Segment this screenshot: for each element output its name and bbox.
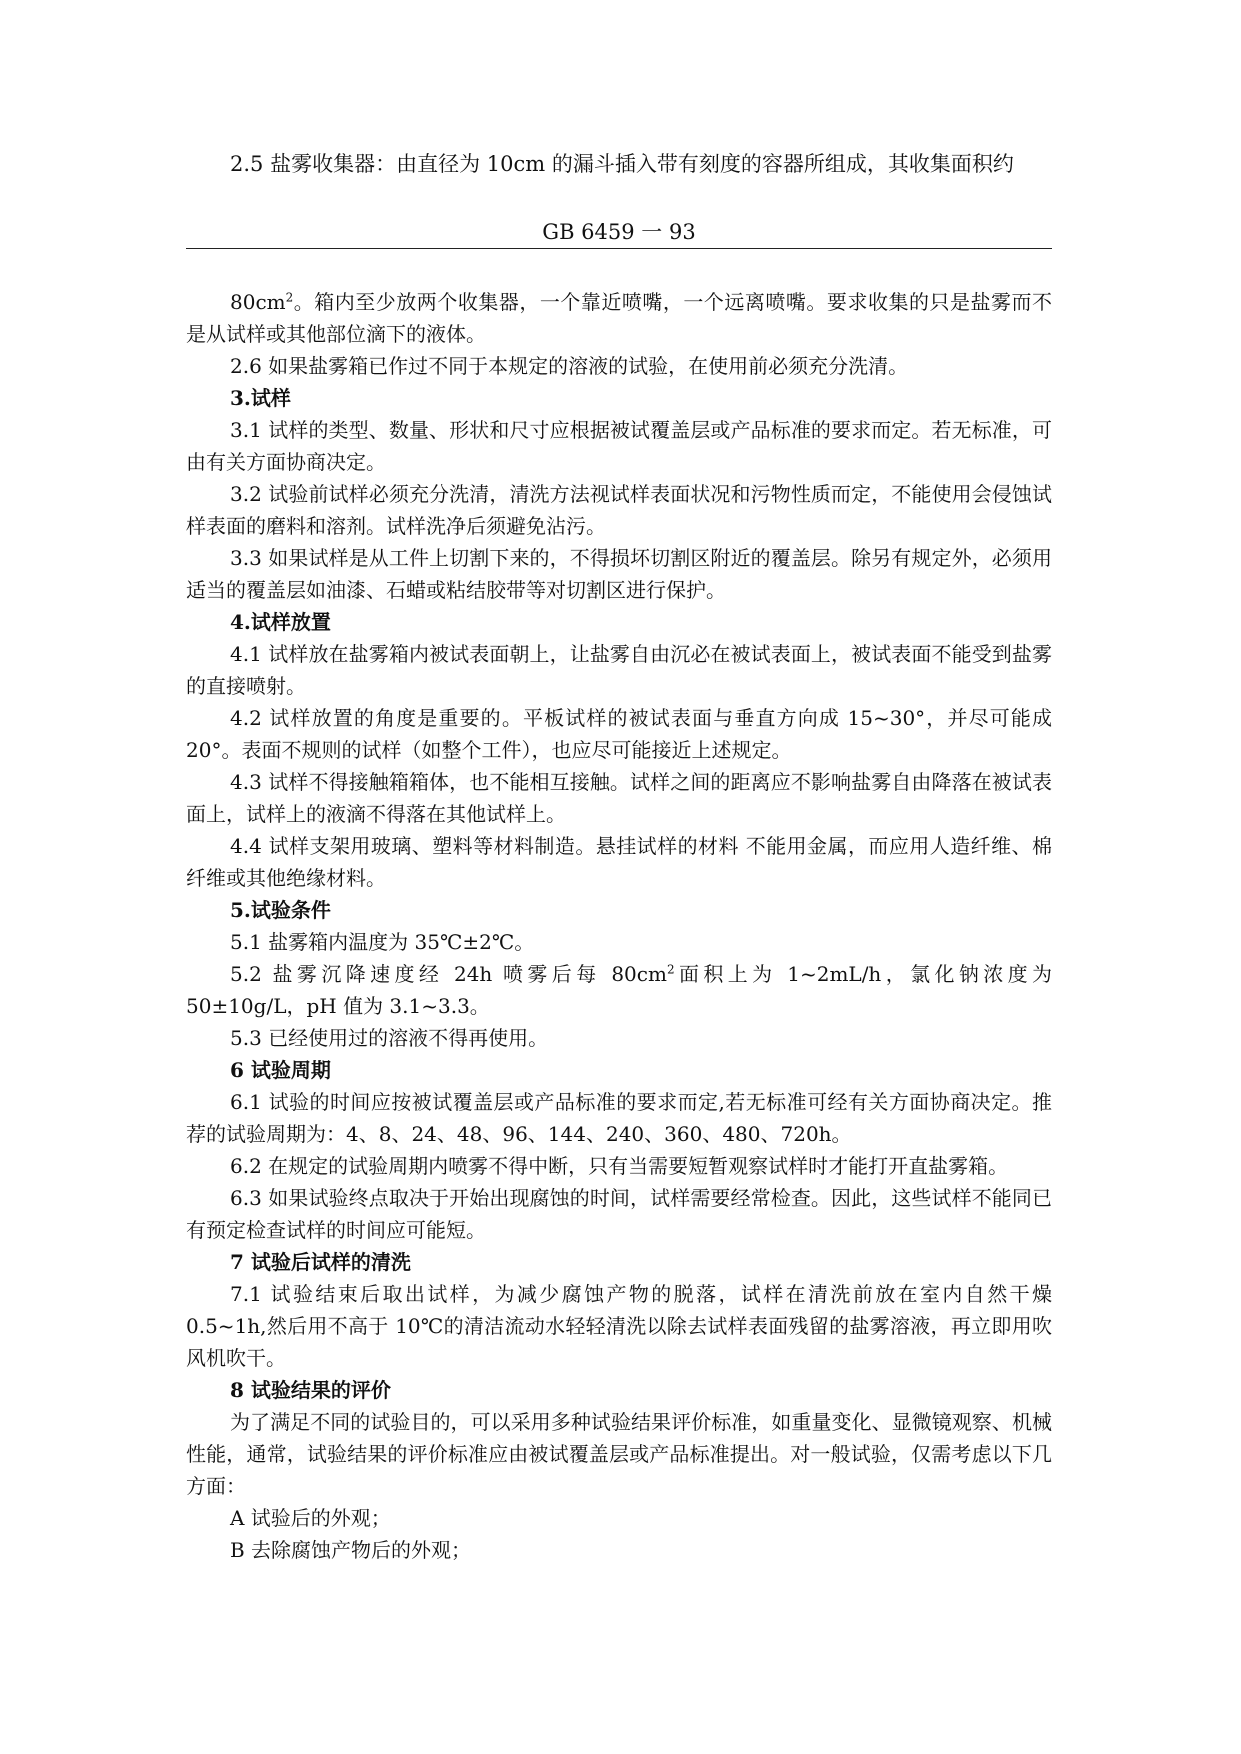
paragraph-6-1: 6.1 试验的时间应按被试覆盖层或产品标准的要求而定,若无标准可经有关方面协商决定。推荐的试验周期为：4、8、24、48、96、144、240、360、480、720h。 [186,1090,1052,1146]
paragraph-7-1: 7.1 试验结束后取出试样，为减少腐蚀产物的脱落，试样在清洗前放在室内自然干燥 0.5~1h,然后用不高于 10℃的清洁流动水轻轻清洗以除去试样表面残留的盐雾溶液，再立即用吹风机吹干。 [186,1282,1052,1370]
text-segment: 。箱内至少放两个收集器，一个靠近喷嘴，一个远离喷嘴。要求收集的只是盐雾而不是从试样或其他部位滴下的液体。 [186,290,1052,346]
text-segment: 面积上为 1~2mL/h，氯化钠浓度为 50±10g/L，pH 值为 3.1~3.3。 [186,962,1052,1018]
paragraph-2-6: 2.6 如果盐雾箱已作过不同于本规定的溶液的试验，在使用前必须充分洗清。 [230,354,909,378]
superscript: 2 [666,962,675,977]
paragraph-4-4: 4.4 试样支架用玻璃、塑料等材料制造。悬挂试样的材料 不能用金属，而应用人造纤维、棉纤维或其他绝缘材料。 [186,834,1052,890]
text-segment: 80cm [230,290,286,314]
paragraph-5-1: 5.1 盐雾箱内温度为 35℃±2℃。 [230,930,535,954]
list-item-b: B 去除腐蚀产物后的外观； [230,1538,472,1562]
paragraph-3-1: 3.1 试样的类型、数量、形状和尺寸应根据被试覆盖层或产品标准的要求而定。若无标准，可由有关方面协商决定。 [186,418,1052,474]
paragraph-3-3: 3.3 如果试样是从工件上切割下来的，不得损坏切割区附近的覆盖层。除另有规定外，必须用适当的覆盖层如油漆、石蜡或粘结胶带等对切割区进行保护。 [186,546,1052,602]
text-segment: 5.2 盐雾沉降速度经 24h 喷雾后每 80cm [230,962,667,986]
list-item-a: A 试验后的外观； [230,1506,391,1530]
paragraph-8-intro: 为了满足不同的试验目的，可以采用多种试验结果评价标准，如重量变化、显微镜观察、机械性能，通常，试验结果的评价标准应由被试覆盖层或产品标准提出。对一般试验，仅需考虑以下几方面： [186,1410,1052,1498]
paragraph-4-1: 4.1 试样放在盐雾箱内被试表面朝上，让盐雾自由沉必在被试表面上，被试表面不能受到盐雾的直接喷射。 [186,642,1052,698]
section-heading-3: 3.试样 [230,386,291,410]
paragraph-2-5-cont [186,286,1052,350]
paragraph-4-3: 4.3 试样不得接触箱箱体，也不能相互接触。试样之间的距离应不影响盐雾自由降落在被试表面上，试样上的液滴不得落在其他试样上。 [186,770,1052,826]
paragraph-5-2 [186,958,1052,1022]
section-heading-7: 7 试验后试样的清洗 [230,1250,411,1274]
section-heading-5: 5.试验条件 [230,898,331,922]
carried-over-line: 2.5 盐雾收集器：由直径为 10cm 的漏斗插入带有刻度的容器所组成，其收集面积约 [230,152,1014,176]
superscript: 2 [285,290,294,305]
paragraph-4-2: 4.2 试样放置的角度是重要的。平板试样的被试表面与垂直方向成 15~30°，并尽可能成 20°。表面不规则的试样（如整个工件），也应尽可能接近上述规定。 [186,706,1052,762]
section-heading-8: 8 试验结果的评价 [230,1378,391,1402]
header-rule [186,248,1052,249]
paragraph-3-2: 3.2 试验前试样必须充分洗清，清洗方法视试样表面状况和污物性质而定，不能使用会侵蚀试样表面的磨料和溶剂。试样洗净后须避免沾污。 [186,482,1052,538]
section-heading-4: 4.试样放置 [230,610,331,634]
paragraph-6-2: 6.2 在规定的试验周期内喷雾不得中断，只有当需要短暂观察试样时才能打开直盐雾箱。 [230,1154,1009,1178]
paragraph-6-3: 6.3 如果试验终点取决于开始出现腐蚀的时间，试样需要经常检查。因此，这些试样不能同已有预定检查试样的时间应可能短。 [186,1186,1052,1242]
paragraph-5-3: 5.3 已经使用过的溶液不得再使用。 [230,1026,549,1050]
document-body [186,286,1052,1566]
page-header: GB 6459 一 93 [542,220,696,244]
section-heading-6: 6 试验周期 [230,1058,331,1082]
